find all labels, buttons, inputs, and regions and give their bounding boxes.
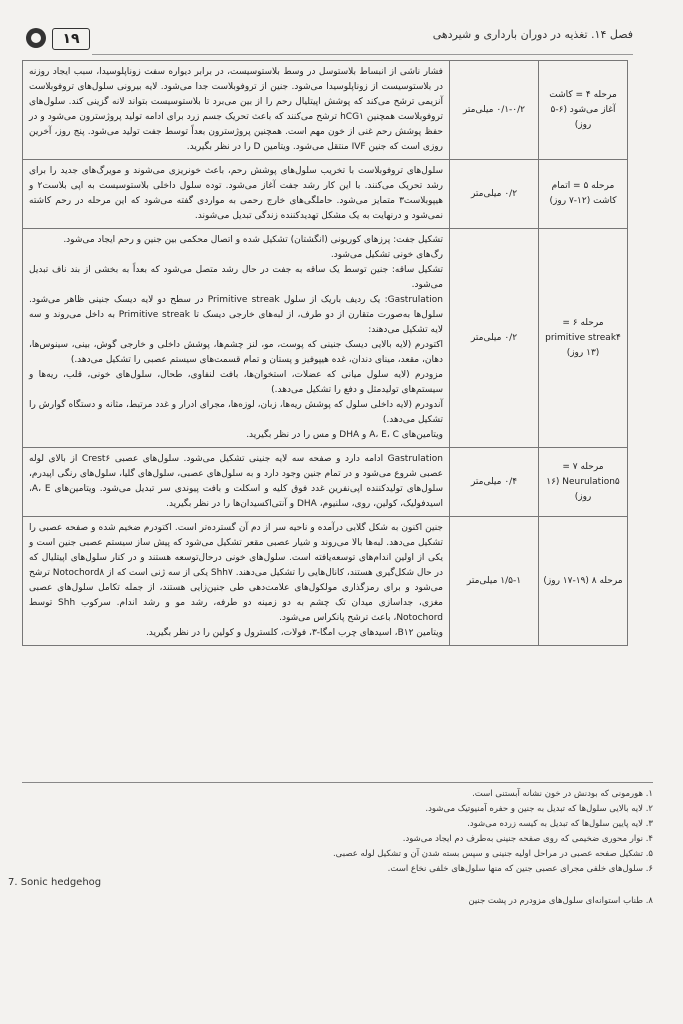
chapter-title: فصل ۱۴. تغذیه در دوران بارداری و شیردهی	[432, 28, 633, 41]
page-number: ۱۹	[52, 28, 90, 50]
table-row	[23, 61, 628, 160]
description-paragraph: اکتودرم (لایه بالایی دیسک جنینی که پوست، مو، لنز چشم‌ها، پوشش داخلی و خارجی گوش، بینی، سینوس‌ها، دهان، مقعد، مینای دندان، غده هیپوفیز و پستان و تمام قسمت‌های سیستم عصبی را تشکیل می‌دهد.)	[29, 340, 443, 365]
table-row	[23, 160, 628, 229]
size-cell: ۰/۱-۰/۲ میلی‌متر	[450, 61, 539, 160]
stage-cell: مرحله ۶ = primitive streak۴ (۱۳ روز)	[539, 229, 628, 448]
footnote: ۳. لایه پایین سلول‌ها که تبدیل به کیسه زرده می‌شود.	[467, 819, 653, 829]
description-paragraph: تشکیل ساقه: جنین توسط یک ساقه به جفت در حال رشد متصل می‌شود که بعداً به بخشی از بند ناف تبدیل می‌شود.	[29, 265, 443, 290]
description-paragraph: تشکیل جفت: پرزهای کوریونی (انگشتان) تشکیل شده و اتصال محکمی بین جنین و رحم ایجاد می‌شود.	[63, 235, 443, 245]
description-paragraph: آندودرم (لایه داخلی سلول که پوشش ریه‌ها، زبان، لوزه‌ها، مجرای ادرار و غدد مرتبط، مثانه و دستگاه گوارش را تشکیل می‌دهد.)	[29, 400, 443, 425]
footnote: ۴. نوار محوری ضخیمی که روی صفحه جنینی به‌طرف دم ایجاد می‌شود.	[402, 834, 653, 844]
description-cell	[23, 160, 450, 229]
description-paragraph: ویتامین B۱۲، اسیدهای چرب امگا-۳، فولات، کلسترول و کولین را در نظر بگیرید.	[145, 628, 443, 638]
description-paragraph: مزودرم (لایه سلول میانی که عضلات، استخوان‌ها، بافت لنفاوی، طحال، سلول‌های خونی، قلب، ریه‌ها و سیستم‌های تولیدمثل و دفع را تشکیل می‌دهد.)	[29, 370, 443, 395]
size-cell: ۱/۵-۱ میلی‌متر	[450, 517, 539, 646]
stage-cell: مرحله ۵ = اتمام کاشت (۱۲-۷ روز)	[539, 160, 628, 229]
description-paragraph: Gastrulation ادامه دارد و صفحه سه لایه جنینی تشکیل می‌شود. سلول‌های عصبی Crest۶ از بالای لوله عصبی شروع می‌شود و در تمام جنین وجود دارد و به سلول‌های عصبی، سلول‌های گلیا، سلول‌های رنگی اپیدرم، سلول‌های تولیدکننده اپی‌نفرین غدد فوق کلیه و اسکلت و بافت پیوندی سر تبدیل می‌شود. ویتامین‌های A، E، اسیدفولیک، کولین، روی، سلنیوم، DHA و آنتی‌اکسیدان‌ها را در نظر بگیرید.	[29, 454, 443, 509]
page-header	[22, 24, 633, 54]
table-row	[23, 229, 628, 448]
description-paragraph: Gastrulation: یک ردیف باریک از سلول Primitive streak در سطح دو لایه دیسک جنینی ظاهر می‌شود. سلول‌ها به‌صورت متقارن از دو طرف، از لبه‌های خارجی دیسک تا Primitive streak به داخل می‌روند و سه لایه تشکیل می‌دهند:	[29, 295, 443, 335]
stage-cell: مرحله ۴ = کاشت آغاز می‌شود (۶-۵ روز)	[539, 61, 628, 160]
stage-cell: مرحله ۸ (۱۹-۱۷ روز)	[539, 517, 628, 646]
publisher-logo-icon	[26, 28, 46, 48]
description-paragraph: جنین اکنون به شکل گلابی درآمده و ناحیه سر از دم آن گسترده‌تر است. اکتودرم ضخیم شده و صفحه عصبی را تشکیل می‌دهد. لبه‌ها بالا می‌روند و شیار عصبی مقعر تشکیل می‌شود که پیش ساز سیستم عصبی جنین است و یکی از اولین اندام‌های توسعه‌یافته است. سلول‌های خونی درحال‌توسعه هستند و در کنار سلول‌های اپیتلیال که در حال شکل‌گیری هستند، کانال‌هایی را تشکیل می‌دهند. Shh۷ یکی از سه ژنی است که از Notochord۸ ترشح می‌شود و برای رمزگذاری مولکول‌های علامت‌دهی طی جنین‌زایی هستند، از جمله تکامل سلول‌های عصبی مغزی، جداسازی میدان تک چشم به دو زمینه دو طرفه، رشد مو و رشد اندام. سرکوب Shh توسط Notochord، باعث ترشح پانکراس می‌شود.	[29, 523, 444, 623]
footnote: ۱. هورمونی که بودنش در خون نشانه آبستنی است.	[472, 789, 653, 799]
description-cell	[23, 448, 450, 517]
description-cell	[23, 517, 450, 646]
description-paragraph: فشار ناشی از انبساط بلاستوسل در وسط بلاستوسیست، در برابر دیواره سفت زوناپلوسیدا، سبب ایجاد روزنه در بلاستوسیست از زوناپلوسیدا می‌شود. جنین از تروفوبلاست جدا می‌شود. لایه بیرونی سلول‌های تروفوبلاست آنزیمی ترشح می‌کند که پوشش اپیتلیال رحم را از بین می‌برد تا بلاستوسیست بتواند لانه گزینی کند. سلول‌های تروفوبلاست همچنین hCG۱ ترشح می‌کنند که باعث تحریک جسم زرد برای ادامه تولید پروژسترون می‌شود و در حفظ پوشش رحم غنی از خون مهم است. همچنین پروژسترون بعداً توسط جفت تولید می‌شود. پنج روز، آخرین روزی است که جنین IVF منتقل می‌شود. ویتامین D را در نظر بگیرید.	[29, 67, 443, 152]
size-cell: ۰/۲ میلی‌متر	[450, 229, 539, 448]
size-cell: ۰/۲ میلی‌متر	[450, 160, 539, 229]
description-paragraph: سلول‌های تروفوبلاست با تخریب سلول‌های پوشش رحم، باعث خونریزی می‌شوند و مویرگ‌های جدید را برای رشد تحریک می‌کنند. با این کار رشد جفت آغاز می‌شود. توده سلول داخلی بلاستوسیست به اپی بلاست۲ و هیپوبلاست۳ متمایز می‌شود. حاملگی‌های خارج رحمی به مواردی گفته می‌شود که این مرحله در رحم کاشته نمی‌شود و درنهایت به یک مشکل تهدیدکننده زندگی تبدیل می‌شوند.	[29, 166, 443, 221]
description-paragraph: رگ‌های خونی تشکیل می‌شود.	[330, 250, 443, 260]
footnote: ۲. لایه بالایی سلول‌ها که تبدیل به جنین و حفره آمنیوتیک می‌شود.	[425, 804, 653, 814]
description-paragraph: ویتامین‌های A، E، C و DHA و مس را در نظر بگیرید.	[246, 430, 443, 440]
description-cell	[23, 229, 450, 448]
footnote: ۸. طناب استوانه‌ای سلول‌های مزودرم در پشت جنین	[468, 896, 653, 906]
table-row	[23, 448, 628, 517]
footnote-english: 7. Sonic hedgehog	[8, 877, 102, 888]
stage-cell: مرحله ۷ = Neurulation۵ (۱۶ روز)	[539, 448, 628, 517]
header-divider	[92, 54, 633, 55]
footnotes	[22, 782, 653, 877]
footnote: ۵. تشکیل صفحه عصبی در مراحل اولیه جنینی و سپس بسته شدن آن و تشکیل لوله عصبی.	[332, 849, 653, 859]
footnote: ۶. سلول‌های خلفی مجرای عصبی جنین که منها سلول‌های خلفی نخاع است.	[387, 864, 653, 874]
embryo-stages-table	[22, 60, 628, 646]
description-cell	[23, 61, 450, 160]
size-cell: ۰/۴ میلی‌متر	[450, 448, 539, 517]
table-row	[23, 517, 628, 646]
